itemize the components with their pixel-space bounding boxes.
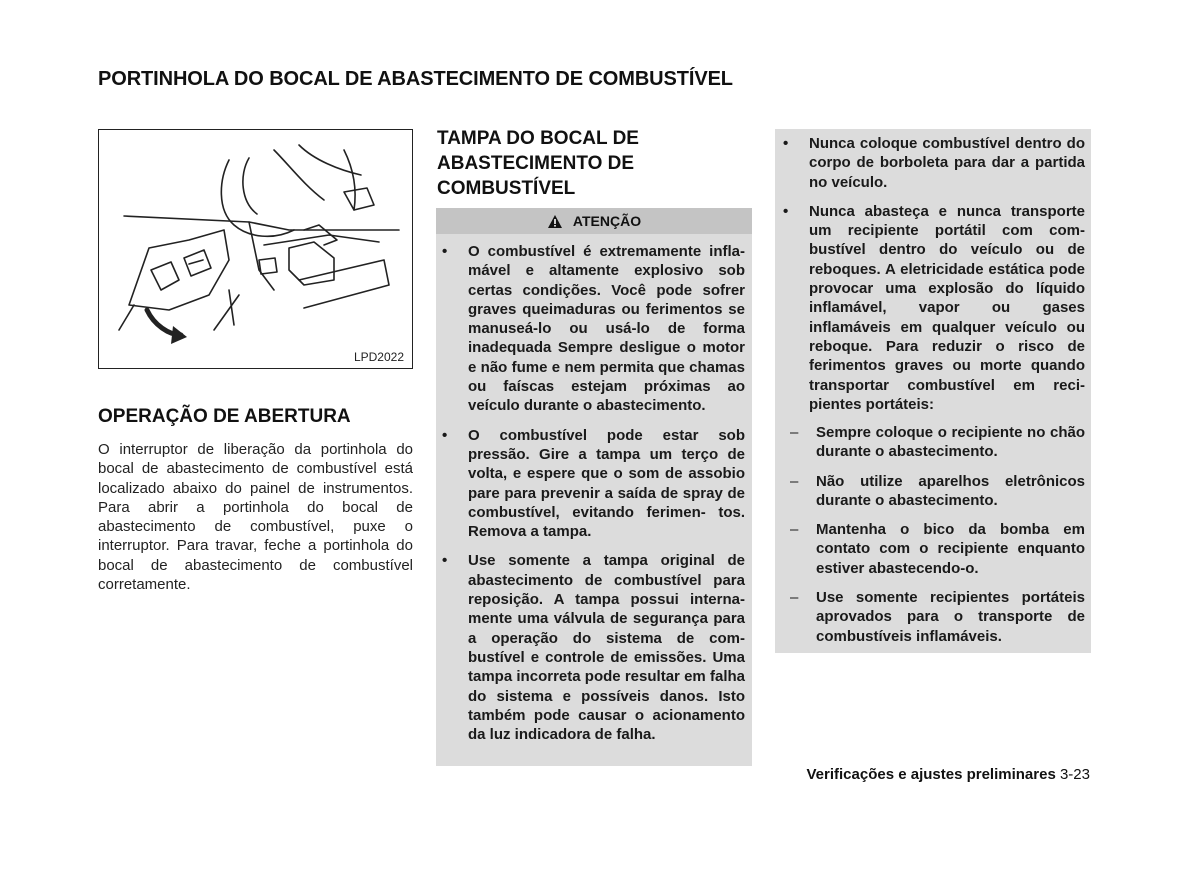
warning-label: ATENÇÃO — [572, 213, 642, 229]
list-item: – Use somente recipientes portáteis aprovados para o transporte de combustíveis inflamáveis. — [790, 589, 1085, 645]
list-item: • O combustível pode estar sob pressão. Gire a tampa um terço de volta, e espere que o som de assobio pare para prevenir a saída de spray de combustível, evitando ferimen- tos. Remova a tampa. — [442, 426, 745, 541]
cap-section-title: TAMPA DO BOCAL DE ABASTECIMENTO DE COMBUSTÍVEL — [437, 128, 639, 199]
dash-icon: – — [790, 424, 799, 441]
safety-bullet-list — [783, 134, 1085, 424]
warning-header — [436, 208, 752, 234]
list-item: – Não utilize aparelhos eletrônicos durante o abastecimento. — [790, 472, 1085, 509]
dash-icon: – — [790, 472, 799, 490]
bullet-icon: • — [442, 552, 448, 570]
warning-triangle-icon — [547, 214, 563, 229]
dashboard-drawing — [99, 130, 412, 368]
list-item: – Mantenha o bico da bomba em contato com o recipiente enquanto estiver abastecendo-o. — [790, 521, 1085, 577]
footer-section-name: Verificações e ajustes preliminares — [806, 766, 1056, 783]
page-title: PORTINHOLA DO BOCAL DE ABASTECIMENTO DE COMBUSTÍVEL — [98, 68, 733, 90]
safety-dash-list — [790, 423, 1085, 656]
list-item: • Use somente a tampa original de abastecimento de combustível para reposição. A tampa possui interna- mente uma válvula de segurança para a operação do sistema de com- bustível e controle de emissões. Uma tampa incorreta pode resultar em falha do sistema e possíveis danos. Isto também pode causar o acionamento da luz indicadora de falha. — [442, 552, 745, 744]
dash-icon: – — [790, 589, 799, 607]
warning-list — [442, 242, 745, 754]
list-item: • Nunca coloque combustível dentro do corpo de borboleta para dar a partida no veículo. — [783, 135, 1085, 191]
bullet-icon: • — [783, 135, 789, 152]
bullet-icon: • — [442, 243, 448, 260]
release-lever-illustration — [98, 129, 413, 369]
bullet-icon: • — [442, 426, 448, 444]
opening-section-body: O interruptor de liberação da portinhola do bocal de abastecimento de combustível está localizado abaixo do painel de instrumentos. Para abrir a portinhola do bocal de abastecimento de combustível, puxe o interruptor. Para travar, feche a portinhola do bocal de abastecimento de combustível corretamente. — [98, 441, 413, 594]
list-item: – Sempre coloque o recipiente no chão durante o abastecimento. — [790, 424, 1085, 461]
figure-code: LPD2022 — [353, 350, 404, 364]
dash-icon: – — [790, 521, 799, 539]
bullet-icon: • — [783, 202, 789, 220]
page-footer — [806, 766, 1090, 783]
list-item: • Nunca abasteça e nunca transporte um recipiente portátil com com- bustível dentro do veículo ou de reboques. A eletricidade estática pode provocar uma explosão do líquido inflamável, vapor ou gases inflamáveis em qualquer veículo ou reboque. Para reduzir o risco de ferimentos graves ou morte quando transportar combustível em reci- pientes portáteis: — [783, 202, 1085, 413]
opening-section-title: OPERAÇÃO DE ABERTURA — [98, 406, 351, 427]
page-number: 3-23 — [1059, 766, 1090, 783]
list-item: • O combustível é extremamente infla- mável e altamente explosivo sob certas condições. Você pode sofrer graves queimaduras ou ferimentos se manuseá-lo ou usá-lo de forma inadequada Sempre desligue o motor e não fume e nem permita que chamas ou faíscas estejam próximas ao veículo durante o abastecimento. — [442, 243, 745, 415]
